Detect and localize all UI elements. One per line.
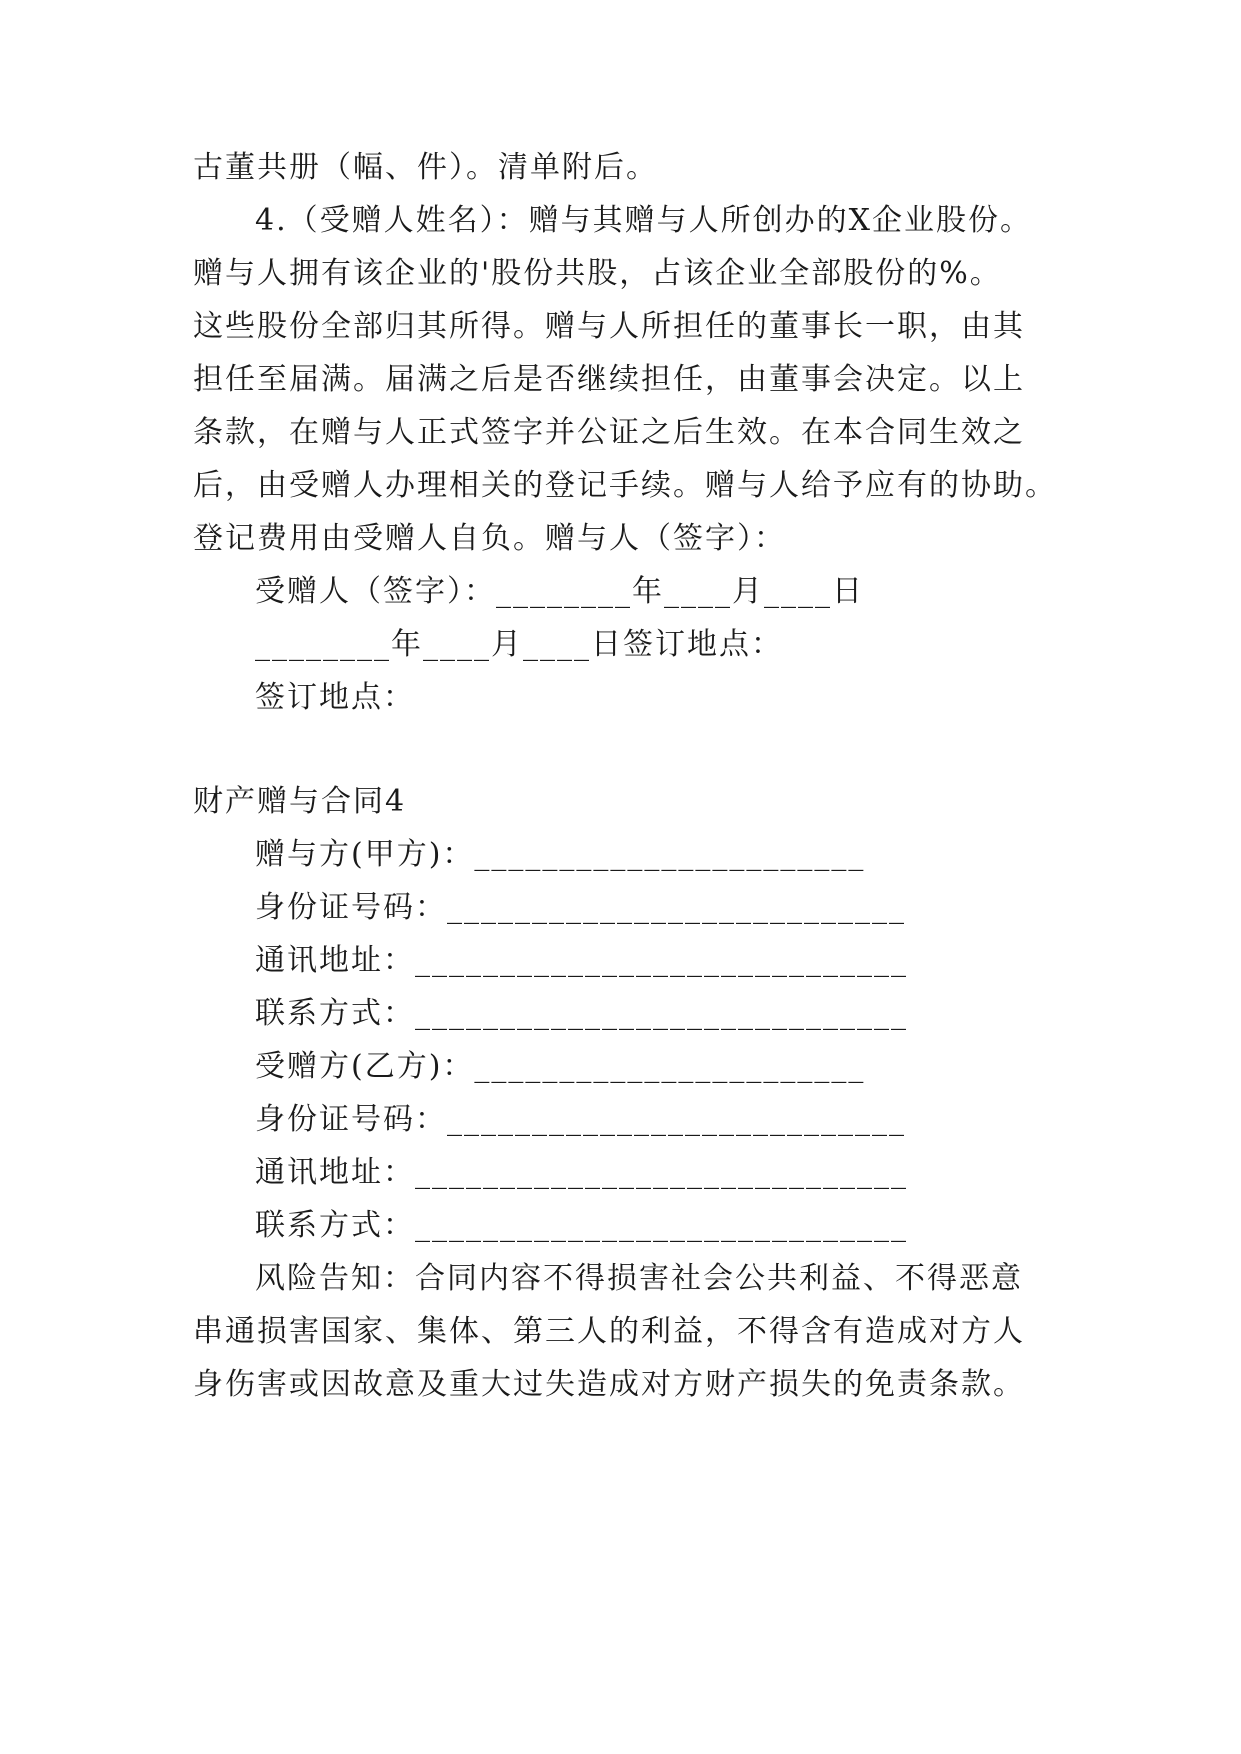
paragraph-line: 条款，在赠与人正式签字并公证之后生效。在本合同生效之 bbox=[193, 415, 1025, 450]
paragraph-line: 后，由受赠人办理相关的登记手续。赠与人给予应有的协助。 bbox=[193, 468, 1057, 503]
risk-notice-line: 身伤害或因故意及重大过失造成对方财产损失的免责条款。 bbox=[193, 1367, 1025, 1402]
signing-place-line: 签订地点： bbox=[255, 680, 415, 715]
risk-notice-line: 风险告知：合同内容不得损害社会公共利益、不得恶意 bbox=[255, 1261, 1023, 1296]
recipient-contact-field: 联系方式：_____________________________ bbox=[255, 1208, 908, 1243]
recipient-id-field: 身份证号码：___________________________ bbox=[255, 1102, 906, 1137]
donor-id-field: 身份证号码：___________________________ bbox=[255, 890, 906, 925]
donor-name-field: 赠与方(甲方)：_______________________ bbox=[255, 837, 866, 872]
recipient-address-field: 通讯地址：_____________________________ bbox=[255, 1155, 908, 1190]
paragraph-line: 4.（受赠人姓名）：赠与其赠与人所创办的X企业股份。 bbox=[255, 203, 1032, 238]
paragraph-line: 古董共册（幅、件）。清单附后。 bbox=[193, 150, 658, 185]
donor-address-field: 通讯地址：_____________________________ bbox=[255, 943, 908, 978]
paragraph-line: 担任至届满。届满之后是否继续担任，由董事会决定。以上 bbox=[193, 362, 1025, 397]
paragraph-line: 赠与人拥有该企业的'股份共股，占该企业全部股份的%。 bbox=[193, 256, 1002, 291]
paragraph-line: 登记费用由受赠人自负。赠与人（签字）： bbox=[193, 521, 786, 556]
risk-notice-line: 串通损害国家、集体、第三人的利益，不得含有造成对方人 bbox=[193, 1314, 1025, 1349]
donor-contact-field: 联系方式：_____________________________ bbox=[255, 996, 908, 1031]
recipient-signature-line: 受赠人（签字）：________年____月____日 bbox=[255, 574, 864, 609]
paragraph-line: 这些股份全部归其所得。赠与人所担任的董事长一职，由其 bbox=[193, 309, 1025, 344]
contract-title: 财产赠与合同4 bbox=[193, 784, 407, 819]
date-place-line: ________年____月____日签订地点： bbox=[255, 627, 783, 662]
recipient-name-field: 受赠方(乙方)：_______________________ bbox=[255, 1049, 866, 1084]
